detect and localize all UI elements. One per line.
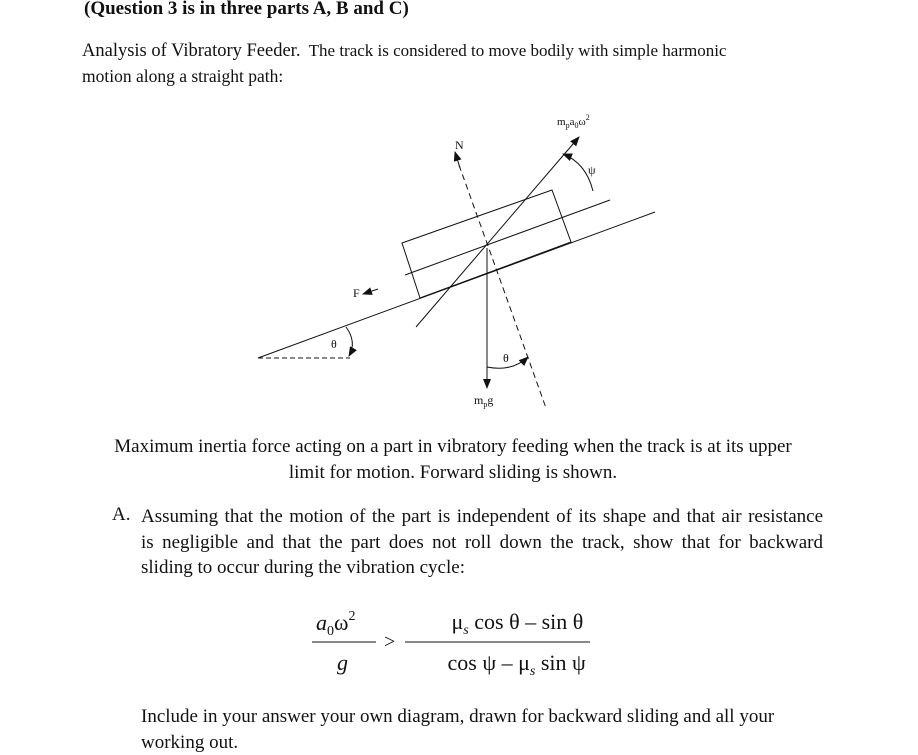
part-a-line-2: is negligible and that the part does not roll down the track, show that for backward [141,530,823,556]
rhs-numerator: $\mu_s$ cos θ – sin θ [413,609,611,638]
psi-label: ψ [588,163,596,177]
intro-description: The track is considered to move bodily with simple harmonic [300,41,726,60]
weight-label: $m_pg$ [474,393,493,409]
greater-than-sign: > [384,631,395,653]
intro-title: Analysis of Vibratory Feeder. [82,41,300,61]
part-a-letter: A. [112,504,130,526]
normal-label: N [455,138,464,152]
rhs-denominator: cos ψ – $\mu_s$ sin ψ [409,650,613,679]
intro-line-2: motion along a straight path: [82,64,782,89]
caption-line-1: Maximum inertia force acting on a part in vibratory feeding when the track is at its upper [95,434,811,460]
closing-instruction [141,704,841,755]
inertia-force-label: $m_pa_0\omega^2$ [557,113,590,130]
lhs-numerator: $a_0\omega^2$ [316,609,355,639]
incline-theta-label: θ [331,337,337,351]
closing-line-2: working out. [141,730,841,755]
part-a-line-1: Assuming that the motion of the part is independent of its shape and that air resistance [141,504,823,530]
caption-line-2: limit for motion. Forward sliding is shown. [95,460,811,486]
lhs-denominator: g [337,650,348,675]
question-heading: (Question 3 is in three parts A, B and C) [84,0,409,20]
friction-label: F [353,286,360,300]
part-a-line-3: sliding to occur during the vibration cycle: [141,555,823,581]
weight-theta-label: θ [503,351,509,365]
closing-line-1: Include in your answer your own diagram, drawn for backward sliding and all your [141,704,841,730]
